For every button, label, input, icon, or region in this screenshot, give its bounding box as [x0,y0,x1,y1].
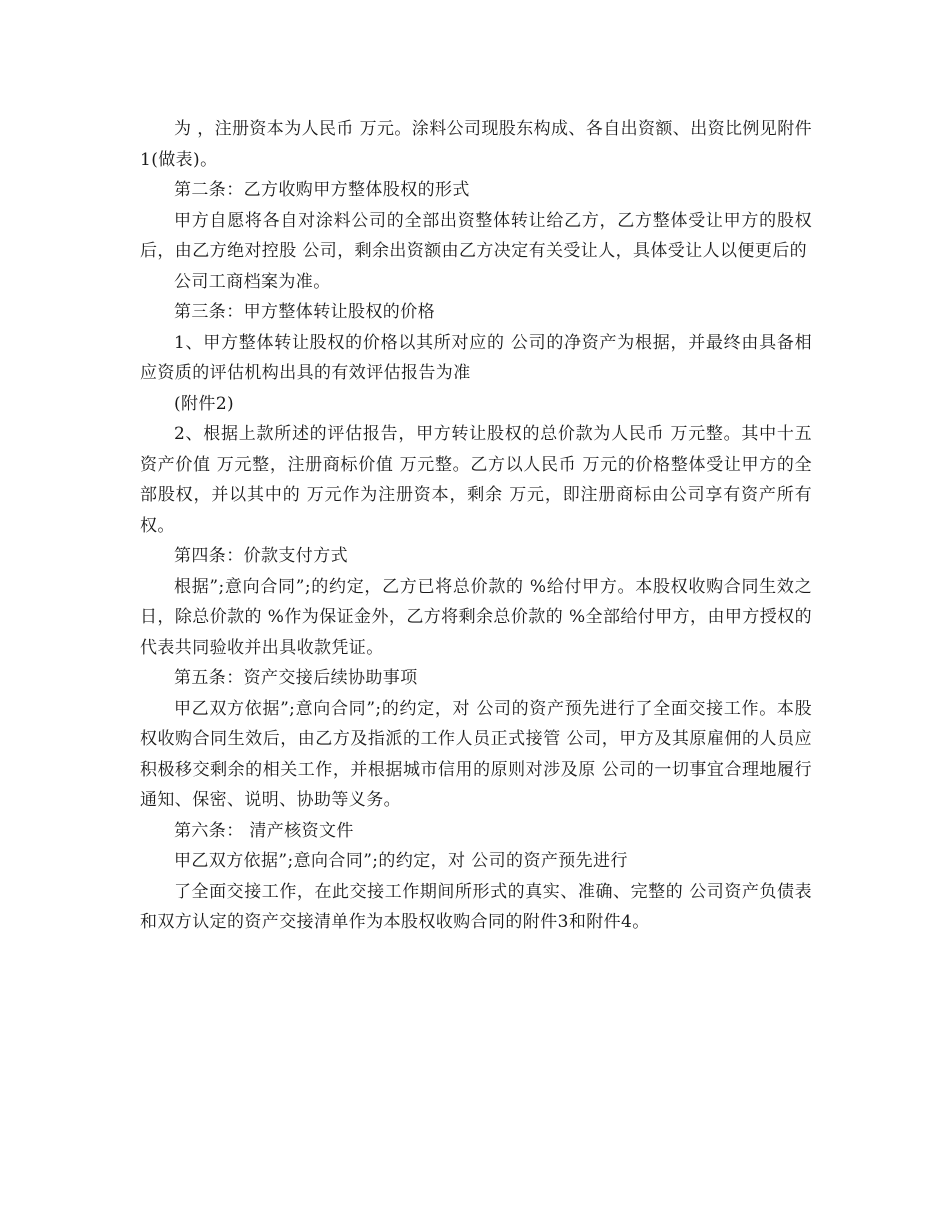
article-6-heading: 第六条： 清产核资文件 [174,820,354,841]
paragraph-business-archive: 公司工商档案为准。 [174,271,331,292]
paragraph-payment: 根据”;意向合同”;的约定，乙方已将总价款的 %给付甲方。本股权收购合同生效之日，除总价款的 %作为保证金外，乙方将剩余总价款的 %全部给付甲方，由甲方授权的代表共同验收并出具收款凭证。 [140,576,812,658]
document-body [140,114,812,938]
article-2-heading: 第二条：乙方收购甲方整体股权的形式 [174,180,470,200]
article-3-heading: 第三条：甲方整体转让股权的价格 [174,302,435,322]
paragraph-asset-verification: 甲乙双方依据”;意向合同”;的约定，对 公司的资产预先进行 [174,851,628,871]
paragraph-handover-assistance: 甲乙双方依据”;意向合同”;的约定，对 公司的资产预先进行了全面交接工作。本股权收购合同生效后，由乙方及指派的工作人员正式接管 公司，甲方及其原雇佣的人员应积极移交剩余的相关工作，并根据城市信用的原则对涉及原 公司的一切事宜合理地履行通知、保密、说明、协助等义务。 [140,698,812,810]
paragraph-transfer-form: 甲方自愿将各自对涂料公司的全部出资整体转让给乙方，乙方整体受让甲方的股权后，由乙方绝对控股 公司，剩余出资额由乙方决定有关受让人，具体受让人以便更后的 [140,210,812,261]
paragraph-price-clause-2: 2、根据上款所述的评估报告，甲方转让股权的总价款为人民币 万元整。其中十五资产价值 万元整，注册商标价值 万元整。乙方以人民币 万元的价格整体受让甲方的全部股权，并以其中的 万元作为注册资本，剩余 万元，即注册商标由公司享有资产所有权。 [140,424,812,536]
paragraph-price-clause-1: 1、甲方整体转让股权的价格以其所对应的 公司的净资产为根据，并最终由具备相应资质的评估机构出具的有效评估报告为准 [140,332,812,383]
paragraph-annex-2: (附件2) [174,393,235,414]
article-5-heading: 第五条：资产交接后续协助事项 [174,668,418,688]
paragraph-registered-capital: 为 ，注册资本为人民币 万元。涂料公司现股东构成、各自出资额、出资比例见附件1(做表)。 [140,119,813,170]
paragraph-annex-3-4: 了全面交接工作，在此交接工作期间所形式的真实、准确、完整的 公司资产负债表和双方认定的资产交接清单作为本股权收购合同的附件3和附件4。 [140,881,812,932]
article-4-heading: 第四条：价款支付方式 [174,546,348,566]
